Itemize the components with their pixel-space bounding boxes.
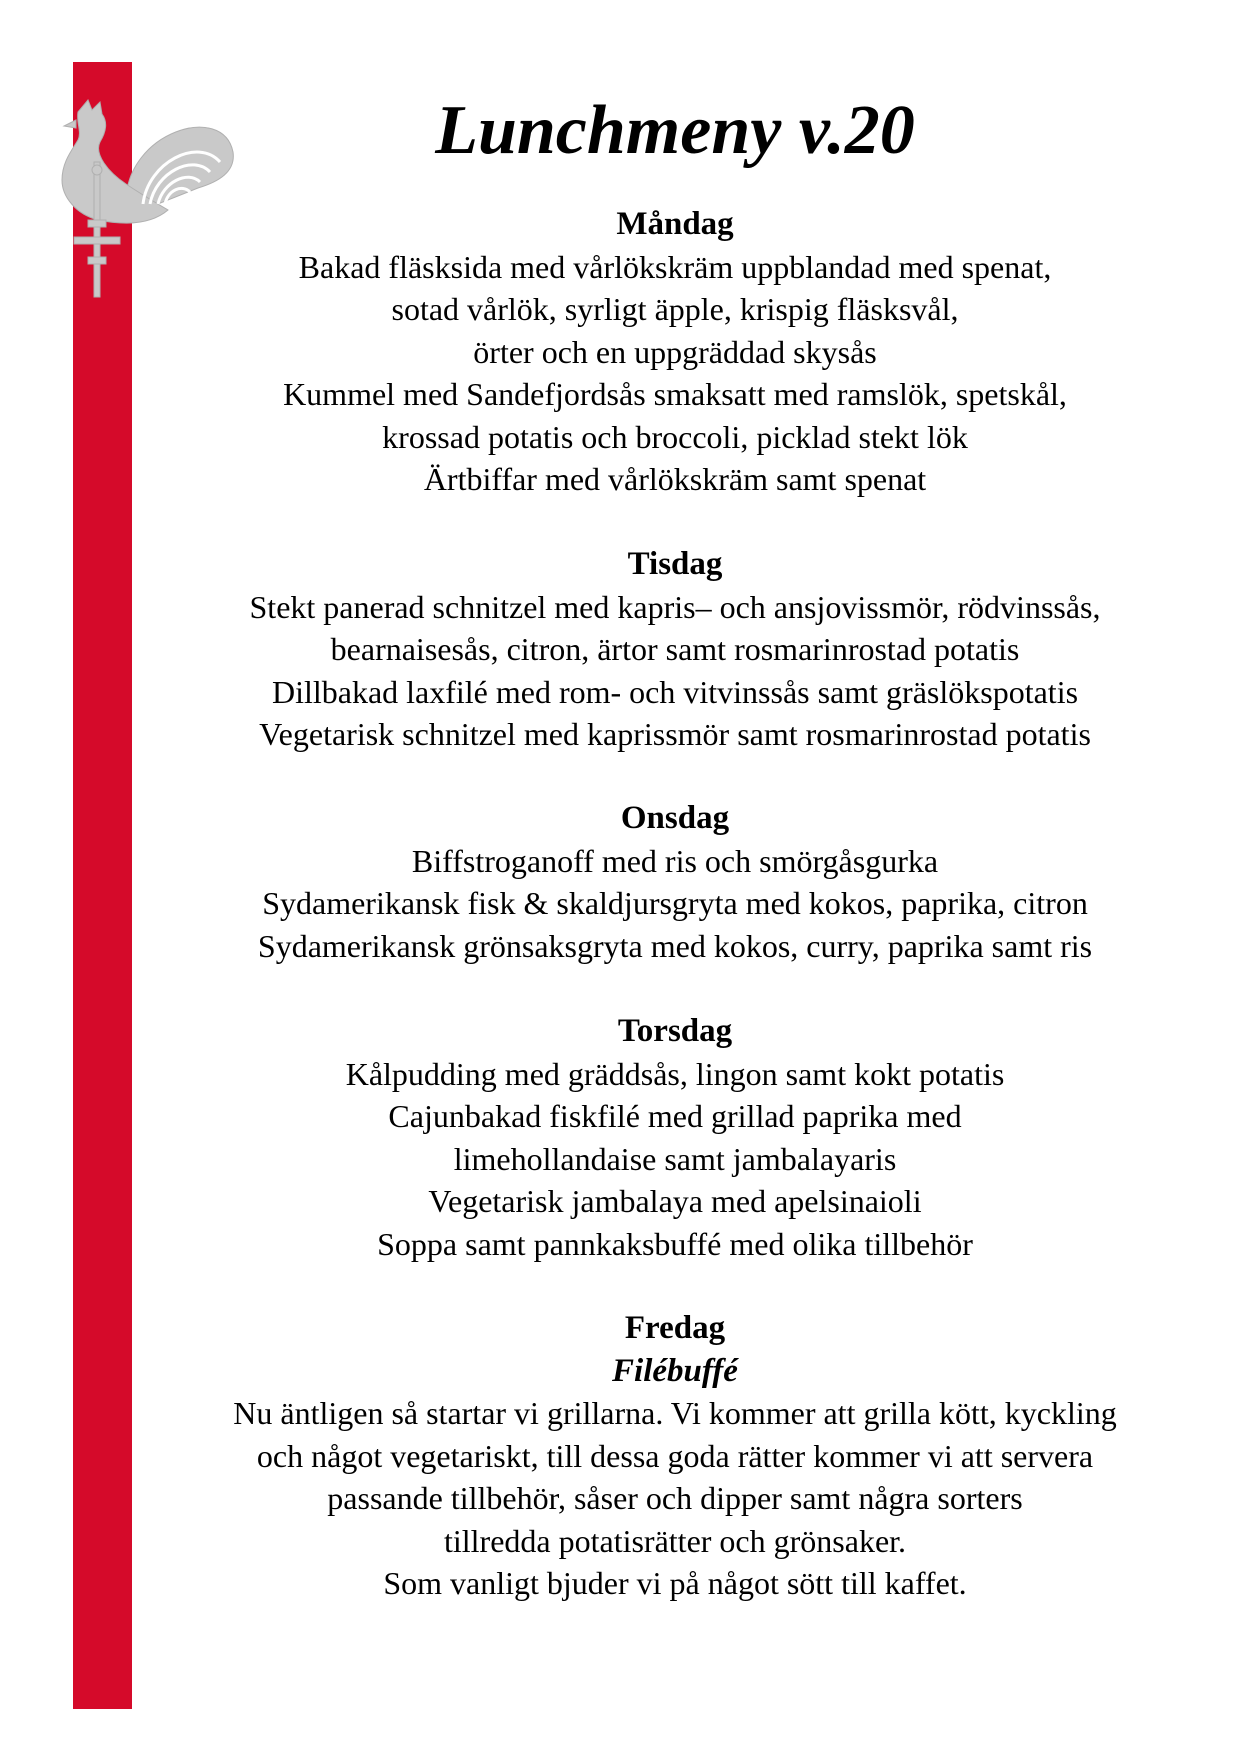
menu-line: Sydamerikansk grönsaksgryta med kokos, curry, paprika samt ris — [257, 927, 1093, 964]
menu-line: sotad vårlök, syrligt äpple, krispig fläsksvål, — [391, 291, 959, 327]
red-side-bar — [73, 62, 132, 1709]
day-heading: Onsdag — [620, 800, 730, 836]
menu-line: Vegetarisk schnitzel med kaprissmör samt rosmarinrostad potatis — [259, 716, 1091, 752]
day-heading: Tisdag — [627, 546, 723, 582]
day-heading: Torsdag — [617, 1013, 733, 1049]
day-heading: Måndag — [616, 206, 734, 242]
day-heading: Fredag — [624, 1310, 726, 1346]
menu-line: Bakad fläsksida med vårlökskräm uppblandad med spenat, — [298, 248, 1052, 285]
menu-line: Vegetarisk jambalaya med apelsinaioli — [428, 1183, 922, 1219]
day-subheading: Filébuffé — [612, 1352, 738, 1389]
menu-line: och något vegetariskt, till dessa goda rätter kommer vi att servera — [256, 1437, 1094, 1474]
menu-line: bearnaisesås, citron, ärtor samt rosmarinrostad potatis — [330, 631, 1020, 667]
menu-line: Dillbakad laxfilé med rom- och vitvinssås samt gräslökspotatis — [271, 673, 1079, 710]
day-section-mandag — [150, 203, 1200, 501]
day-section-torsdag — [150, 1010, 1200, 1265]
day-section-onsdag — [150, 797, 1200, 967]
menu-line: Sydamerikansk fisk & skaldjursgryta med kokos, paprika, citron — [262, 885, 1088, 921]
menu-line: Som vanligt bjuder vi på något sött till kaffet. — [383, 1565, 967, 1601]
menu-line: krossad potatis och broccoli, picklad stekt lök — [382, 418, 968, 455]
menu-line: limehollandaise samt jambalayaris — [453, 1140, 897, 1177]
menu-line: Biffstroganoff med ris och smörgåsgurka — [411, 842, 939, 879]
menu-line: Kålpudding med gräddsås, lingon samt kokt potatis — [345, 1055, 1005, 1092]
menu-line: Stekt panerad schnitzel med kapris– och ansjovissmör, rödvinssås, — [249, 588, 1101, 625]
menu-line: tillredda potatisrätter och grönsaker. — [443, 1522, 907, 1559]
menu-line: Kummel med Sandefjordsås smaksatt med ramslök, spetskål, — [283, 376, 1067, 412]
menu-line: Cajunbakad fiskfilé med grillad paprika med — [388, 1098, 962, 1134]
menu-line: Soppa samt pannkaksbuffé med olika tillbehör — [377, 1225, 973, 1262]
page-title: Lunchmeny v.20 — [435, 92, 915, 169]
day-section-fredag — [150, 1307, 1200, 1605]
menu-line: Nu äntligen så startar vi grillarna. Vi kommer att grilla kött, kyckling — [233, 1395, 1117, 1431]
menu-line: Ärtbiffar med vårlökskräm samt spenat — [423, 461, 927, 497]
menu-line: örter och en uppgräddad skysås — [473, 333, 877, 370]
day-section-tisdag — [150, 543, 1200, 756]
menu-line: passande tillbehör, såser och dipper samt några sorters — [327, 1480, 1023, 1516]
